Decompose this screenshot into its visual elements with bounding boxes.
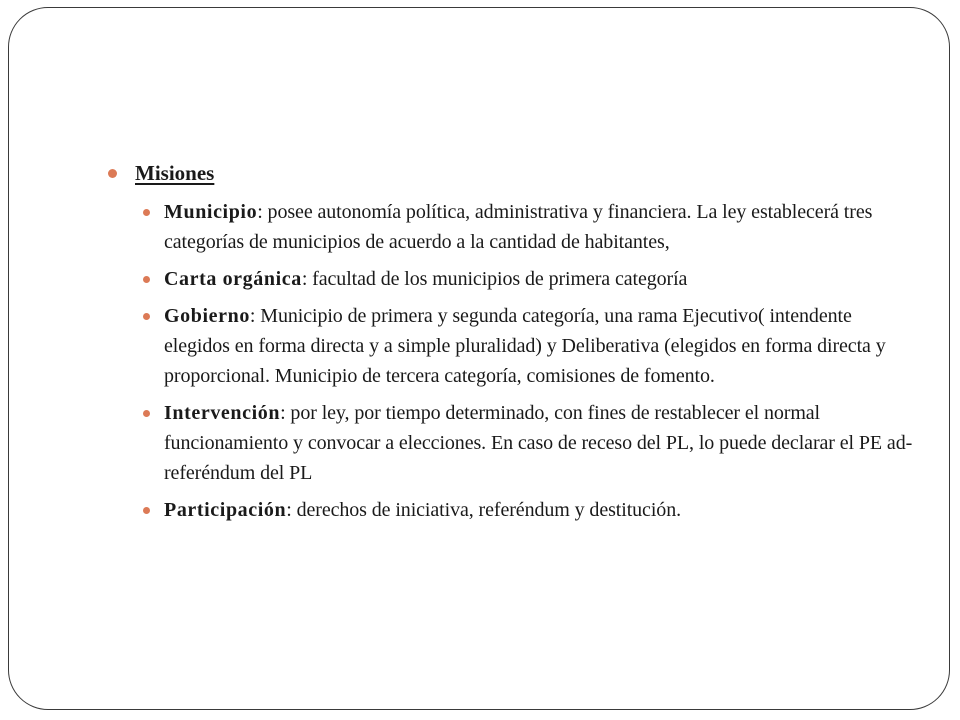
item-text: : Municipio de primera y segunda categoría, una rama Ejecutivo( intendente elegidos en forma directa y a simple pluralidad) y Deliberativa (elegidos en forma directa y proporcional. Municipio de tercera categoría, comisiones de fomento.	[164, 305, 886, 387]
bullet-dot-icon	[143, 410, 150, 417]
item-term: Intervención	[164, 402, 281, 424]
item-term: Gobierno	[164, 305, 250, 327]
item-text: : derechos de iniciativa, referéndum y destitución.	[286, 499, 681, 521]
item-term: Participación	[164, 499, 287, 521]
list-item-carta-organica	[140, 264, 918, 294]
item-text: : por ley, por tiempo determinado, con fines de restablecer el normal funcionamiento y convocar a elecciones. En caso de receso del PL, lo puede declarar el PE ad-referéndum del PL	[164, 402, 913, 484]
list-item-gobierno	[140, 301, 918, 391]
bullet-dot-icon	[143, 313, 150, 320]
section-heading: Misiones	[135, 161, 215, 185]
bullet-list	[108, 197, 918, 525]
section-heading-row	[108, 158, 918, 189]
item-term: Municipio	[164, 201, 258, 223]
slide-content	[108, 158, 918, 532]
list-item-participacion	[140, 495, 918, 525]
bullet-dot-icon	[143, 209, 150, 216]
item-term: Carta orgánica	[164, 268, 302, 290]
list-item-intervencion	[140, 398, 918, 488]
bullet-dot-icon	[108, 169, 117, 178]
list-item-municipio	[140, 197, 918, 257]
item-text: : posee autonomía política, administrativa y financiera. La ley establecerá tres categorías de municipios de acuerdo a la cantidad de habitantes,	[164, 201, 873, 253]
bullet-dot-icon	[143, 507, 150, 514]
item-text: : facultad de los municipios de primera categoría	[301, 268, 688, 290]
bullet-dot-icon	[143, 276, 150, 283]
